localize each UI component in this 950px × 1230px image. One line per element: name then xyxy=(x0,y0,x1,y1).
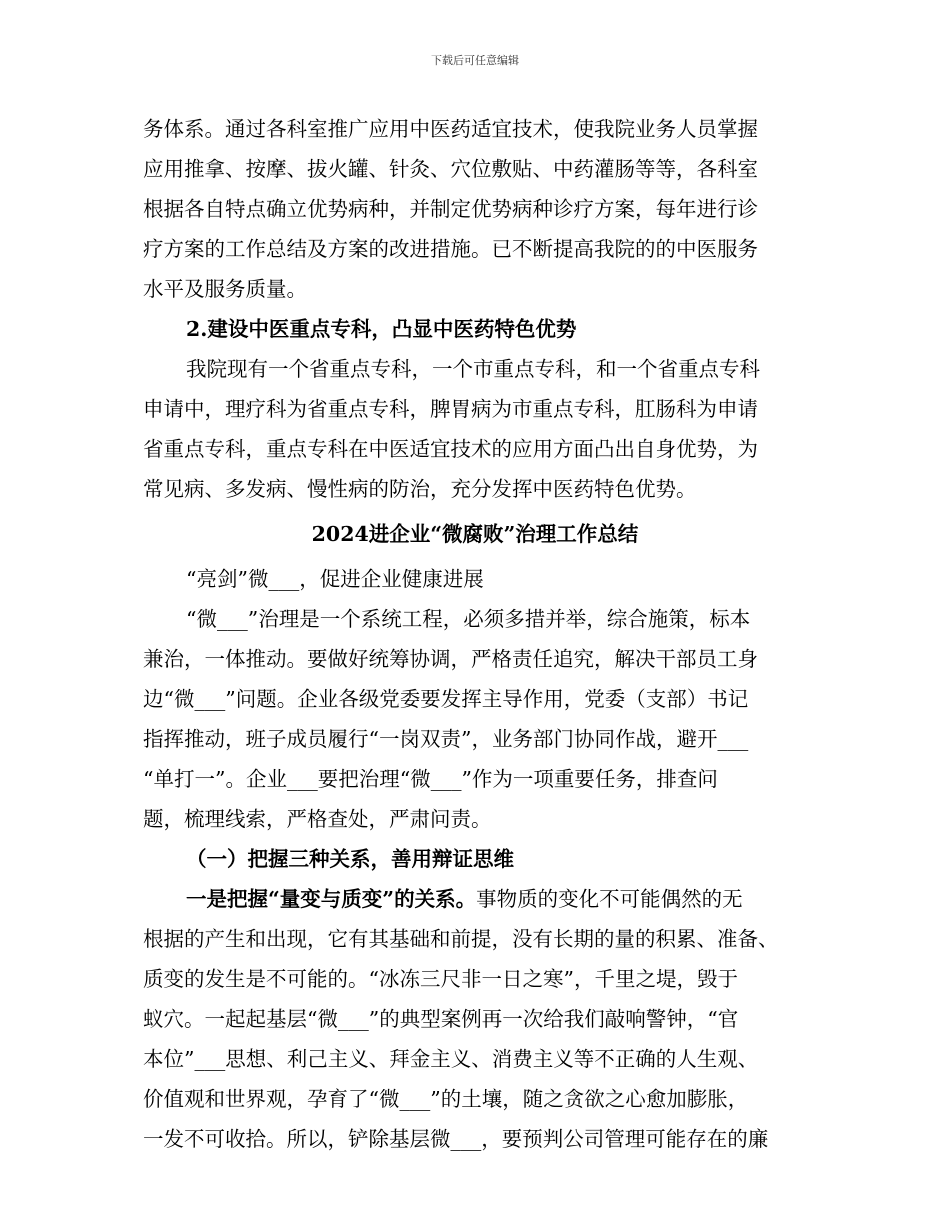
paragraph-line: 指挥推动，班子成员履行“一岗双责”，业务部门协同作战，避开___ xyxy=(143,727,749,751)
paragraph-line: 兼治，一体推动。要做好统筹协调，严格责任追究，解决干部员工身 xyxy=(143,647,758,671)
paragraph-line xyxy=(186,885,866,913)
paragraph-text: 事物质的变化不可能偶然的无 xyxy=(476,887,743,911)
paragraph-line: 根据的产生和出现，它有其基础和前提，没有长期的量的积累、准备、 xyxy=(143,927,779,951)
paragraph-line: 价值观和世界观，孕育了“微___”的土壤，随之贪欲之心愈加膨胀， xyxy=(143,1087,749,1111)
section-heading: （一）把握三种关系，善用辩证思维 xyxy=(186,847,514,871)
section-heading: 2.建设中医重点专科，凸显中医药特色优势 xyxy=(186,317,577,341)
paragraph-line: 题，梳理线索，严格查处，严肃问责。 xyxy=(143,807,492,831)
paragraph-line: 一发不可收拾。所以，铲除基层微___，要预判公司管理可能存在的廉 xyxy=(143,1127,769,1151)
paragraph-line: 常见病、多发病、慢性病的防治，充分发挥中医药特色优势。 xyxy=(143,477,697,501)
paragraph-line: 我院现有一个省重点专科，一个市重点专科，和一个省重点专科 xyxy=(186,357,760,381)
paragraph-line: 应用推拿、按摩、拔火罐、针灸、穴位敷贴、中药灌肠等等，各科室 xyxy=(143,157,758,181)
page-header: 下载后可任意编辑 xyxy=(431,54,519,67)
paragraph-line: 务体系。通过各科室推广应用中医药适宜技术，使我院业务人员掌握 xyxy=(143,117,758,141)
emphasis-phrase: 一是把握“量变与质变”的关系。 xyxy=(186,887,477,911)
paragraph-line: “单打一”。企业___要把治理“微___”作为一项重要任务，排查问 xyxy=(143,767,718,791)
paragraph-line: 申请中，理疗科为省重点专科，脾胃病为市重点专科，肛肠科为申请 xyxy=(143,397,758,421)
paragraph-line: 蚁穴。一起起基层“微___”的典型案例再一次给我们敲响警钟，“官 xyxy=(143,1007,739,1031)
paragraph-line: 本位”___思想、利己主义、拜金主义、消费主义等不正确的人生观、 xyxy=(143,1047,759,1071)
paragraph-line: 省重点专科，重点专科在中医适宜技术的应用方面凸出自身优势，为 xyxy=(143,437,758,461)
paragraph-line: 质变的发生是不可能的。“冰冻三尺非一日之寒”，千里之堤，毁于 xyxy=(143,967,738,991)
paragraph-line: 根据各自特点确立优势病种，并制定优势病种诊疗方案，每年进行诊 xyxy=(143,197,758,221)
paragraph-line: “微___”治理是一个系统工程，必须多措并举，综合施策，标本 xyxy=(186,607,751,631)
subtitle-line: “亮剑”微___，促进企业健康进展 xyxy=(186,567,484,591)
paragraph-line: 边“微___”问题。企业各级党委要发挥主导作用，党委（支部）书记 xyxy=(143,687,749,711)
document-title: 2024进企业“微腐败”治理工作总结 xyxy=(311,522,639,546)
paragraph-line: 疗方案的工作总结及方案的改进措施。已不断提高我院的的中医服务 xyxy=(143,237,758,261)
paragraph-line: 水平及服务质量。 xyxy=(143,277,307,301)
